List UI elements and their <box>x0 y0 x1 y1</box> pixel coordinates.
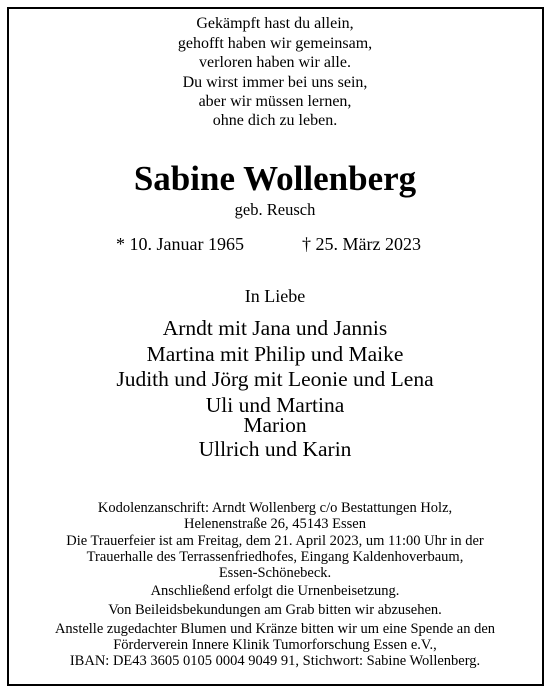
poem-line: aber wir müssen lernen, <box>198 93 352 110</box>
deceased-name: Sabine Wollenberg <box>133 159 417 198</box>
mourner-line: Judith und Jörg mit Leonie und Lena <box>116 367 434 391</box>
poem-line: gehofft haben wir gemeinsam, <box>177 34 373 52</box>
mourner-line: Ullrich und Karin <box>198 437 352 461</box>
ceremony-line: Die Trauerfeier ist am Freitag, dem 21. April 2023, um 11:00 Uhr in der <box>66 532 484 549</box>
mourner-line: Uli und Martina <box>205 392 345 417</box>
donation-line: Anstelle zugedachter Blumen und Kränze bitten wir um eine Spende an den <box>54 621 496 637</box>
poem-line: verloren haben wir alle. <box>199 54 351 71</box>
ceremony-line: Essen-Schönebeck. <box>218 564 332 581</box>
condolence-address-line: Helenenstraße 26, 45143 Essen <box>183 516 366 532</box>
donation-line: Förderverein Innere Klinik Tumorforschung Essen e.V., <box>113 637 437 653</box>
birth-date: * 10. Januar 1965 <box>116 234 244 254</box>
poem-line: ohne dich zu leben. <box>212 112 338 129</box>
mourner-line: Martina mit Philip und Maike <box>146 341 404 366</box>
mourner-line: Arndt mit Jana und Jannis <box>162 316 388 340</box>
no-condolences-note: Von Beileidsbekundungen am Grab bitten wir abzusehen. <box>108 601 442 618</box>
death-date: † 25. März 2023 <box>302 234 421 254</box>
mourners-intro: In Liebe <box>244 286 306 306</box>
ceremony-line: Trauerhalle des Terrassenfriedhofes, Eingang Kaldenhoverbaum, <box>86 548 464 565</box>
mourner-line: Marion <box>243 413 307 437</box>
urn-burial-note: Anschließend erfolgt die Urnenbeisetzung. <box>150 583 400 599</box>
poem-line: Du wirst immer bei uns sein, <box>182 73 368 91</box>
poem-line: Gekämpft hast du allein, <box>196 15 354 32</box>
condolence-address-line: Kodolenzanschrift: Arndt Wollenberg c/o Bestattungen Holz, <box>97 500 453 516</box>
birth-name: geb. Reusch <box>234 200 316 219</box>
donation-line: IBAN: DE43 3605 0105 0004 9049 91, Stichwort: Sabine Wollenberg. <box>69 653 481 669</box>
